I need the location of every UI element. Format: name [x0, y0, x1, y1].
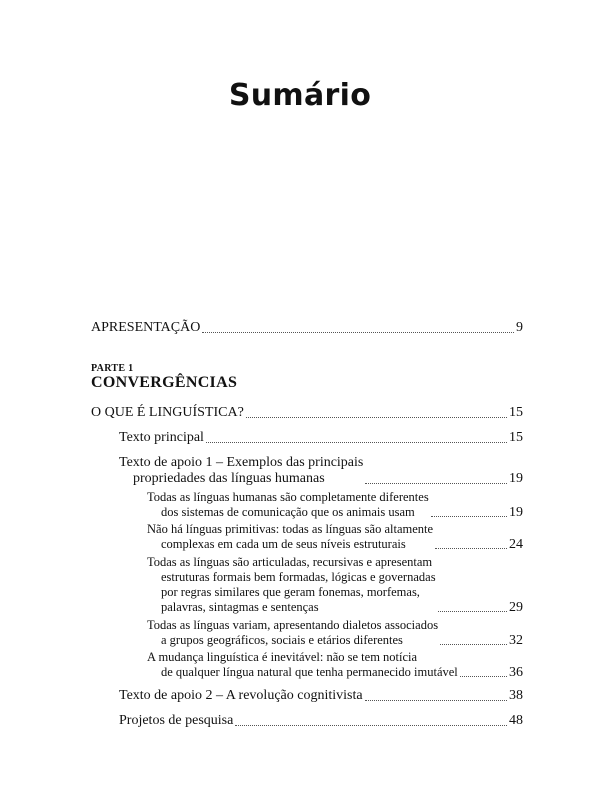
toc-entry-line: por regras similares que geram fonemas, morfemas, — [161, 585, 420, 599]
toc-entry-label — [147, 490, 429, 520]
part-label: PARTE 1 — [91, 363, 134, 374]
toc-entry-label: Projetos de pesquisa — [119, 713, 234, 728]
toc-page-number: 15 — [509, 430, 523, 445]
toc-entry-chapter[interactable] — [91, 405, 523, 421]
toc-entry-line: Todas as línguas são articuladas, recursivas e apresentam — [147, 555, 433, 569]
toc-page-number: 15 — [509, 405, 523, 420]
dot-leader — [438, 610, 507, 612]
toc-page-number: 36 — [509, 665, 523, 680]
toc-entry-line: complexas em cada um de seus níveis estruturais — [161, 537, 406, 551]
toc-page-number: 19 — [509, 505, 523, 520]
toc-entry-line: Texto de apoio 1 – Exemplos das principais — [119, 455, 364, 470]
toc-entry-line: Não há línguas primitivas: todas as línguas são altamente — [147, 522, 434, 536]
dot-leader — [365, 482, 507, 484]
toc-page-number: 19 — [509, 471, 523, 486]
toc-subentry-2[interactable] — [147, 522, 523, 552]
toc-entry-main-text[interactable] — [119, 430, 523, 446]
toc-entry-label — [147, 650, 458, 680]
dot-leader — [202, 331, 514, 333]
toc-entry-label — [147, 555, 436, 615]
toc-entry-line: propriedades das línguas humanas — [133, 471, 325, 486]
toc-entry-label — [147, 522, 433, 552]
toc-page-number: 38 — [509, 688, 523, 703]
toc-entry-label: APRESENTAÇÃO — [91, 320, 201, 335]
dot-leader — [431, 515, 507, 517]
dot-leader — [206, 441, 507, 443]
toc-entry-line: A mudança linguística é inevitável: não se tem notícia — [147, 650, 418, 664]
toc-entry-support-text-1[interactable] — [119, 455, 523, 487]
toc-page-number: 9 — [516, 320, 523, 335]
toc-entry-presentation[interactable] — [91, 320, 523, 336]
part-title: CONVERGÊNCIAS — [91, 374, 238, 391]
toc-entry-label: O QUE É LINGUÍSTICA? — [91, 405, 244, 420]
dot-leader — [235, 724, 507, 726]
toc-entry-label — [119, 455, 363, 487]
toc-entry-line: dos sistemas de comunicação que os animais usam — [161, 505, 415, 519]
dot-leader — [460, 675, 507, 677]
toc-entry-line: de qualquer língua natural que tenha permanecido imutável — [161, 665, 458, 679]
dot-leader — [435, 547, 507, 549]
dot-leader — [440, 643, 507, 645]
toc-entry-line: palavras, sintagmas e sentenças — [161, 600, 319, 614]
toc-entry-label — [147, 618, 438, 648]
toc-subentry-4[interactable] — [147, 618, 523, 648]
toc-entry-line: Todas as línguas humanas são completamente diferentes — [147, 490, 429, 504]
toc-entry-line: a grupos geográficos, sociais e etários diferentes — [161, 633, 403, 647]
toc-page-number: 24 — [509, 537, 523, 552]
toc-page-number: 29 — [509, 600, 523, 615]
toc-subentry-3[interactable] — [147, 555, 523, 615]
toc-page-number: 32 — [509, 633, 523, 648]
toc-subentry-5[interactable] — [147, 650, 523, 680]
toc-entry-label: Texto de apoio 2 – A revolução cognitivista — [119, 688, 363, 703]
toc-entry-research-projects[interactable] — [119, 713, 523, 729]
toc-entry-support-text-2[interactable] — [119, 688, 523, 704]
toc-entry-line: estruturas formais bem formadas, lógicas e governadas — [161, 570, 436, 584]
toc-subentry-1[interactable] — [147, 490, 523, 520]
dot-leader — [246, 416, 507, 418]
toc-entry-line: Todas as línguas variam, apresentando dialetos associados — [147, 618, 439, 632]
toc-page-number: 48 — [509, 713, 523, 728]
toc-entry-label: Texto principal — [119, 430, 204, 445]
page-title: Sumário — [228, 78, 372, 113]
dot-leader — [365, 699, 507, 701]
